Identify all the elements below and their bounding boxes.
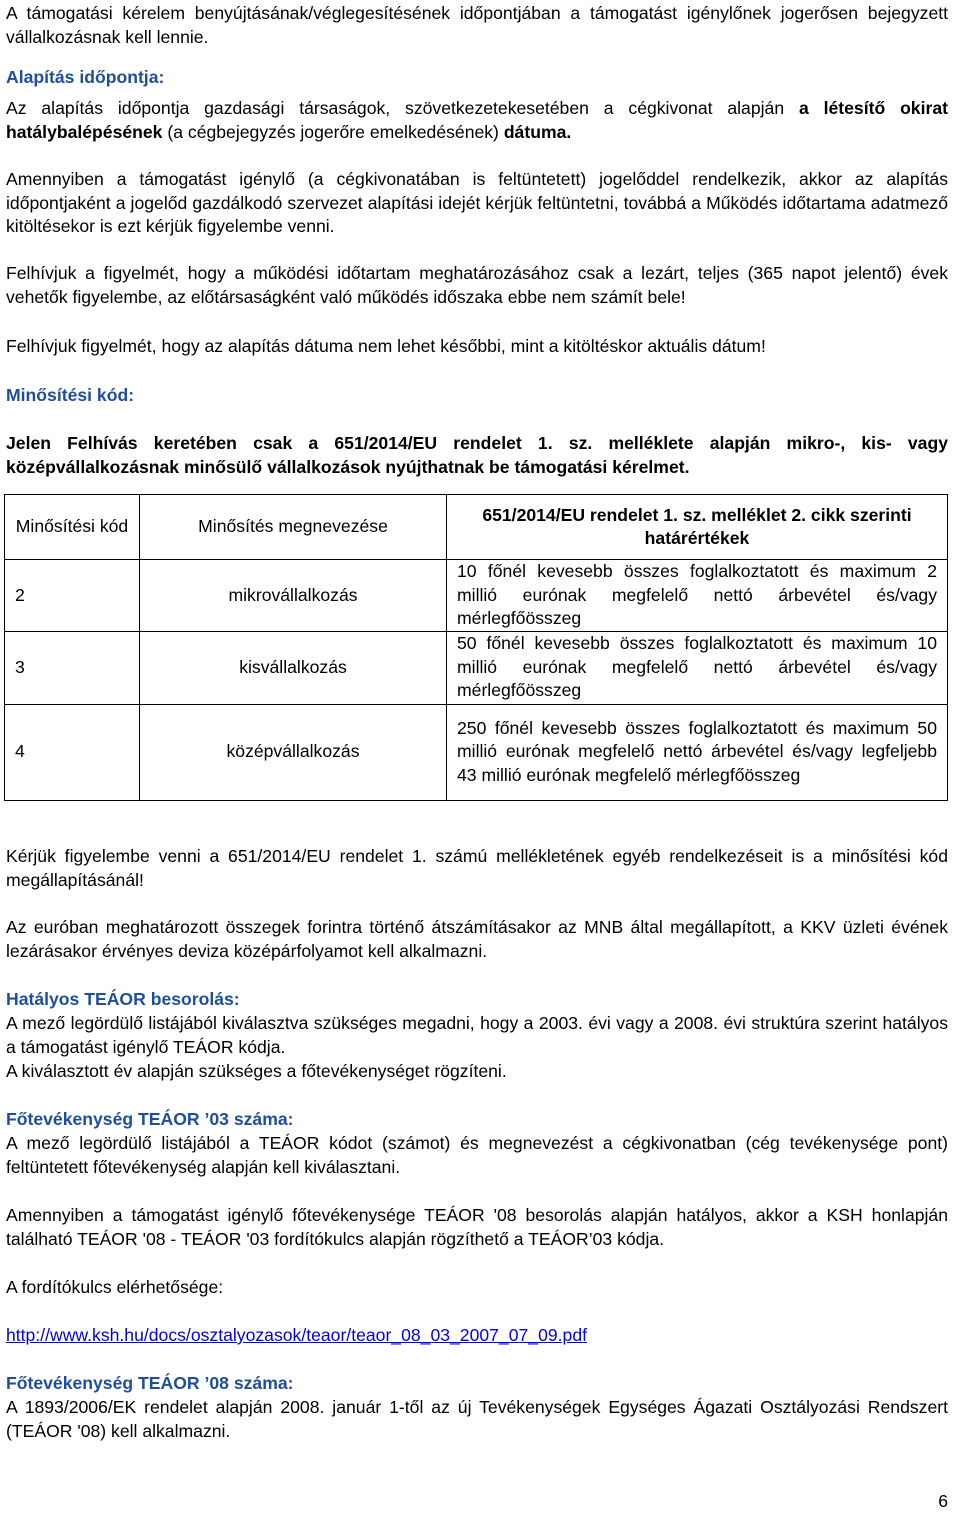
- alapitas-text-b: (a cégbejegyzés jogerőre emelkedésének): [162, 121, 504, 142]
- alapitas-text-bold: a létesítő okirat hatálybalépésének: [6, 98, 948, 142]
- paragraph-jogelod: Amennyiben a támogatást igénylő (a cégkivonatában is feltüntetett) jogelőddel rendelkezik, akkor az alapítás időpontjaként a jogelőd gazdálkodó szervezet alapítási idejét kérjük feltüntetni, továbbá a Működés időtartama adatmező kitöltésekor is ezt kérjük figyelembe venni.: [6, 169, 948, 236]
- paragraph-minositesi-bold: Jelen Felhívás keretében csak a 651/2014/EU rendelet 1. sz. melléklete alapján mikro-, kis- vagy középvállalkozásnak minősülő vállalkozások nyújthatnak be támogatási kérelmet.: [6, 433, 948, 477]
- forditokulcs-link[interactable]: http://www.ksh.hu/docs/osztalyozasok/teaor/teaor_08_03_2007_07_09.pdf: [6, 1325, 587, 1345]
- row-code: 4: [5, 704, 140, 800]
- paragraph-kerjuk: Kérjük figyelembe venni a 651/2014/EU rendelet 1. számú mellékletének egyéb rendelkezéseit is a minősítési kód megállapításánál!: [6, 846, 948, 890]
- paragraph-felhivjuk-2: Felhívjuk figyelmét, hogy az alapítás dátuma nem lehet későbbi, mint a kitöltéskor aktuális dátum!: [6, 336, 766, 356]
- heading-minositesi-kod: Minősítési kód:: [6, 385, 135, 405]
- heading-alapitas: Alapítás időpontja:: [6, 67, 165, 87]
- paragraph-intro: A támogatási kérelem benyújtásának/véglegesítésének időpontjában a támogatást igénylőnek jogerősen bejegyzett vállalkozásnak kell lennie.: [6, 3, 948, 47]
- paragraph-fotevekenyseg-03: A mező legördülő listájából a TEÁOR kódot (számot) és megnevezést a cégkivonatban (cég tevékenysége pont) feltüntetett főtevékenység alapján kell kiválasztani.: [6, 1133, 948, 1177]
- row-limit: 10 főnél kevesebb összes foglalkoztatott és maximum 2 millió eurónak megfelelő nettó árbevétel és/vagy mérlegfőösszeg: [447, 560, 948, 632]
- header-code: Minősítési kód: [5, 495, 140, 560]
- row-limit: 50 főnél kevesebb összes foglalkoztatott és maximum 10 millió eurónak megfelelő nettó árbevétel és/vagy mérlegfőösszeg: [447, 631, 948, 704]
- header-name: Minősítés megnevezése: [140, 495, 447, 560]
- qualification-table: [4, 494, 948, 801]
- table-row: [5, 704, 948, 800]
- row-name: mikrovállalkozás: [140, 560, 447, 632]
- row-code: 3: [5, 631, 140, 704]
- forditokulcs-link-row: [6, 1324, 948, 1348]
- row-name: középvállalkozás: [140, 704, 447, 800]
- row-limit: 250 főnél kevesebb összes foglalkoztatott és maximum 50 millió eurónak megfelelő nettó árbevétel és/vagy legfeljebb 43 millió eurónak megfelelő mérlegfőösszeg: [447, 704, 948, 800]
- table-row: [5, 631, 948, 704]
- row-code: 2: [5, 560, 140, 632]
- table-header-row: [5, 495, 948, 560]
- heading-fotevekenyseg-03: Főtevékenység TEÁOR ’03 száma:: [6, 1109, 294, 1129]
- heading-fotevekenyseg-08: Főtevékenység TEÁOR ’08 száma:: [6, 1373, 294, 1393]
- paragraph-forditokulcs: A fordítókulcs elérhetősége:: [6, 1277, 224, 1297]
- paragraph-fotevekenyseg-08: A 1893/2006/EK rendelet alapján 2008. január 1-től az új Tevékenységek Egységes Ágazati Osztályozási Rendszert (TEÁOR '08) kell alkalmazni.: [6, 1397, 948, 1441]
- table-row: [5, 560, 948, 632]
- alapitas-text-a: Az alapítás időpontja gazdasági társaságok, szövetkezetekesetében a cégkivonat alapján: [6, 98, 799, 118]
- heading-hatalyos-teaor: Hatályos TEÁOR besorolás:: [6, 989, 240, 1009]
- paragraph-hatalyos-1: A mező legördülő listájából kiválasztva szükséges megadni, hogy a 2003. évi vagy a 2008. évi struktúra szerint hatályos a támogatást igénylő TEÁOR kódja.: [6, 1013, 948, 1057]
- paragraph-alapitas: [6, 97, 948, 144]
- paragraph-hatalyos-2: A kiválasztott év alapján szükséges a főtevékenységet rögzíteni.: [6, 1061, 507, 1081]
- alapitas-text-bold2: dátuma.: [503, 121, 572, 142]
- row-name: kisvállalkozás: [140, 631, 447, 704]
- header-limit: 651/2014/EU rendelet 1. sz. melléklet 2. cikk szerinti határértékek: [447, 495, 948, 560]
- paragraph-felhivjuk-1: Felhívjuk a figyelmét, hogy a működési időtartam meghatározásához csak a lezárt, teljes (365 napot jelentő) évek vehetők figyelembe, az előtársaságként való működés időszaka ebbe nem számít bele!: [6, 263, 948, 307]
- paragraph-euroban: Az euróban meghatározott összegek forintra történő átszámításakor az MNB által megállapított, a KKV üzleti évének lezárásakor érvényes deviza középárfolyamot kell alkalmazni.: [6, 917, 948, 961]
- paragraph-amennyiben-2: Amennyiben a támogatást igénylő főtevékenysége TEÁOR '08 besorolás alapján hatályos, akkor a KSH honlapján található TEÁOR '08 - TEÁOR '03 fordítókulcs alapján rögzíthető a TEÁOR’03 kódja.: [6, 1205, 948, 1249]
- page-number: 6: [938, 1491, 948, 1511]
